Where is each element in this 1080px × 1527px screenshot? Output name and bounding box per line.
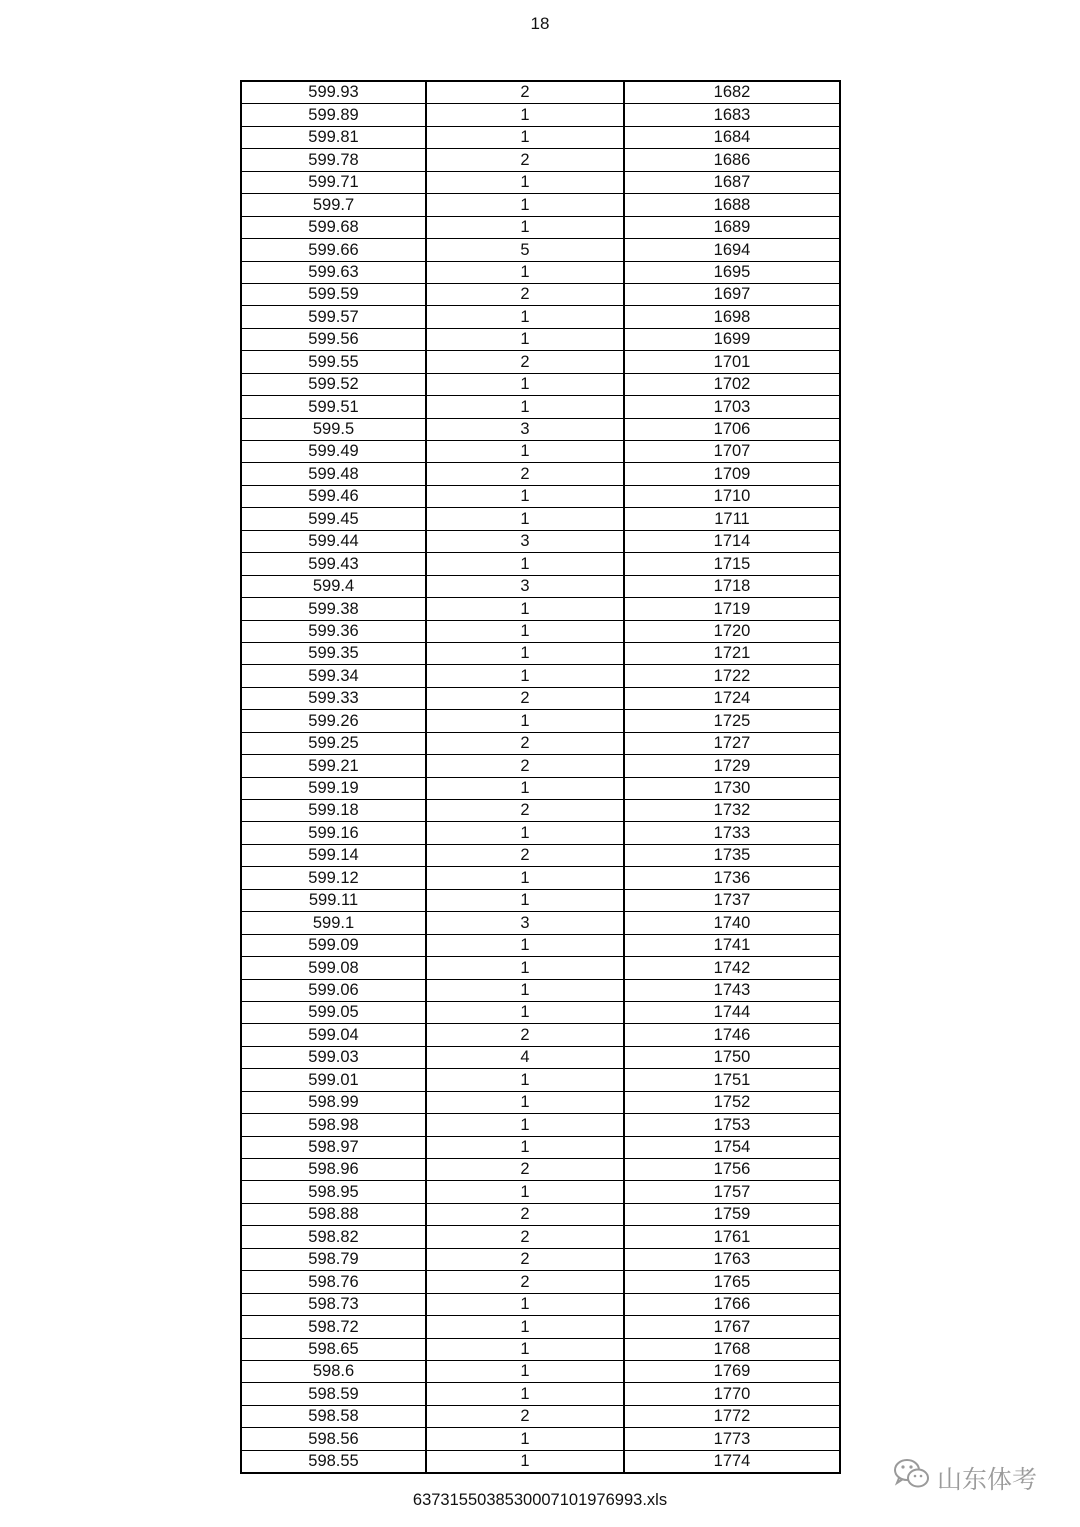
score-cell: 598.96 bbox=[241, 1159, 426, 1181]
table-row bbox=[241, 912, 840, 934]
cumulative-cell: 1736 bbox=[624, 867, 840, 889]
count-cell: 1 bbox=[426, 642, 624, 664]
count-cell: 1 bbox=[426, 485, 624, 507]
count-cell: 1 bbox=[426, 1293, 624, 1315]
table-row bbox=[241, 418, 840, 440]
score-cell: 598.76 bbox=[241, 1271, 426, 1293]
count-cell: 2 bbox=[426, 1405, 624, 1427]
score-table bbox=[240, 80, 841, 1474]
cumulative-cell: 1756 bbox=[624, 1159, 840, 1181]
score-table-body bbox=[241, 81, 840, 1473]
count-cell: 1 bbox=[426, 1181, 624, 1203]
watermark-text: 山东体考 bbox=[937, 1465, 1038, 1494]
count-cell: 1 bbox=[426, 194, 624, 216]
cumulative-cell: 1695 bbox=[624, 261, 840, 283]
table-row bbox=[241, 822, 840, 844]
table-row bbox=[241, 81, 840, 104]
table-row bbox=[241, 373, 840, 395]
table-row bbox=[241, 957, 840, 979]
score-cell: 599.7 bbox=[241, 194, 426, 216]
cumulative-cell: 1722 bbox=[624, 665, 840, 687]
count-cell: 5 bbox=[426, 239, 624, 261]
table-row bbox=[241, 508, 840, 530]
table-row bbox=[241, 530, 840, 552]
table-row bbox=[241, 283, 840, 305]
cumulative-cell: 1763 bbox=[624, 1248, 840, 1270]
table-row bbox=[241, 777, 840, 799]
score-cell: 599.26 bbox=[241, 710, 426, 732]
score-cell: 598.95 bbox=[241, 1181, 426, 1203]
table-row bbox=[241, 1091, 840, 1113]
count-cell: 1 bbox=[426, 1069, 624, 1091]
score-cell: 599.51 bbox=[241, 396, 426, 418]
count-cell: 1 bbox=[426, 126, 624, 148]
table-row bbox=[241, 1450, 840, 1473]
score-cell: 599.21 bbox=[241, 755, 426, 777]
table-row bbox=[241, 216, 840, 238]
table-row bbox=[241, 598, 840, 620]
cumulative-cell: 1724 bbox=[624, 687, 840, 709]
cumulative-cell: 1757 bbox=[624, 1181, 840, 1203]
table-row bbox=[241, 126, 840, 148]
count-cell: 2 bbox=[426, 1203, 624, 1225]
table-row bbox=[241, 1136, 840, 1158]
count-cell: 1 bbox=[426, 889, 624, 911]
cumulative-cell: 1729 bbox=[624, 755, 840, 777]
count-cell: 1 bbox=[426, 373, 624, 395]
table-row bbox=[241, 1181, 840, 1203]
cumulative-cell: 1714 bbox=[624, 530, 840, 552]
table-row bbox=[241, 463, 840, 485]
count-cell: 3 bbox=[426, 530, 624, 552]
cumulative-cell: 1754 bbox=[624, 1136, 840, 1158]
wechat-icon bbox=[893, 1458, 931, 1497]
count-cell: 1 bbox=[426, 957, 624, 979]
table-row bbox=[241, 1046, 840, 1068]
score-cell: 599.5 bbox=[241, 418, 426, 440]
count-cell: 1 bbox=[426, 1450, 624, 1473]
table-row bbox=[241, 1203, 840, 1225]
cumulative-cell: 1752 bbox=[624, 1091, 840, 1113]
cumulative-cell: 1741 bbox=[624, 934, 840, 956]
table-row bbox=[241, 867, 840, 889]
count-cell: 2 bbox=[426, 351, 624, 373]
count-cell: 2 bbox=[426, 149, 624, 171]
cumulative-cell: 1683 bbox=[624, 104, 840, 126]
count-cell: 1 bbox=[426, 620, 624, 642]
count-cell: 1 bbox=[426, 261, 624, 283]
table-row bbox=[241, 194, 840, 216]
cumulative-cell: 1707 bbox=[624, 441, 840, 463]
table-row bbox=[241, 1338, 840, 1360]
cumulative-cell: 1746 bbox=[624, 1024, 840, 1046]
cumulative-cell: 1730 bbox=[624, 777, 840, 799]
count-cell: 4 bbox=[426, 1046, 624, 1068]
cumulative-cell: 1684 bbox=[624, 126, 840, 148]
cumulative-cell: 1773 bbox=[624, 1428, 840, 1450]
table-row bbox=[241, 1248, 840, 1270]
cumulative-cell: 1698 bbox=[624, 306, 840, 328]
table-row bbox=[241, 1024, 840, 1046]
table-row bbox=[241, 732, 840, 754]
score-cell: 599.34 bbox=[241, 665, 426, 687]
score-cell: 598.73 bbox=[241, 1293, 426, 1315]
score-cell: 598.82 bbox=[241, 1226, 426, 1248]
count-cell: 1 bbox=[426, 979, 624, 1001]
count-cell: 3 bbox=[426, 912, 624, 934]
cumulative-cell: 1737 bbox=[624, 889, 840, 911]
cumulative-cell: 1765 bbox=[624, 1271, 840, 1293]
cumulative-cell: 1694 bbox=[624, 239, 840, 261]
cumulative-cell: 1702 bbox=[624, 373, 840, 395]
score-cell: 598.79 bbox=[241, 1248, 426, 1270]
watermark bbox=[893, 1458, 1037, 1497]
score-cell: 599.33 bbox=[241, 687, 426, 709]
score-cell: 599.05 bbox=[241, 1001, 426, 1023]
table-row bbox=[241, 620, 840, 642]
count-cell: 1 bbox=[426, 104, 624, 126]
count-cell: 1 bbox=[426, 1428, 624, 1450]
score-cell: 599.55 bbox=[241, 351, 426, 373]
cumulative-cell: 1774 bbox=[624, 1450, 840, 1473]
table-row bbox=[241, 441, 840, 463]
table-row bbox=[241, 261, 840, 283]
score-cell: 599.66 bbox=[241, 239, 426, 261]
cumulative-cell: 1720 bbox=[624, 620, 840, 642]
score-cell: 599.18 bbox=[241, 800, 426, 822]
score-cell: 599.59 bbox=[241, 283, 426, 305]
score-cell: 599.35 bbox=[241, 642, 426, 664]
footer-filename: 637315503853000710197699​3.xls bbox=[412, 1491, 668, 1509]
cumulative-cell: 1709 bbox=[624, 463, 840, 485]
cumulative-cell: 1769 bbox=[624, 1360, 840, 1382]
score-cell: 599.68 bbox=[241, 216, 426, 238]
score-cell: 599.43 bbox=[241, 553, 426, 575]
cumulative-cell: 1759 bbox=[624, 1203, 840, 1225]
score-cell: 599.57 bbox=[241, 306, 426, 328]
score-cell: 599.4 bbox=[241, 575, 426, 597]
count-cell: 1 bbox=[426, 1316, 624, 1338]
table-row bbox=[241, 1293, 840, 1315]
cumulative-cell: 1699 bbox=[624, 328, 840, 350]
score-cell: 598.59 bbox=[241, 1383, 426, 1405]
score-cell: 599.06 bbox=[241, 979, 426, 1001]
score-cell: 599.56 bbox=[241, 328, 426, 350]
score-cell: 599.11 bbox=[241, 889, 426, 911]
score-cell: 599.25 bbox=[241, 732, 426, 754]
score-cell: 599.44 bbox=[241, 530, 426, 552]
count-cell: 2 bbox=[426, 1248, 624, 1270]
table-row bbox=[241, 171, 840, 193]
count-cell: 1 bbox=[426, 508, 624, 530]
cumulative-cell: 1740 bbox=[624, 912, 840, 934]
table-row bbox=[241, 351, 840, 373]
count-cell: 1 bbox=[426, 1360, 624, 1382]
cumulative-cell: 1719 bbox=[624, 598, 840, 620]
score-cell: 598.98 bbox=[241, 1114, 426, 1136]
cumulative-cell: 1743 bbox=[624, 979, 840, 1001]
score-cell: 598.72 bbox=[241, 1316, 426, 1338]
table-row bbox=[241, 553, 840, 575]
score-cell: 599.71 bbox=[241, 171, 426, 193]
score-cell: 599.63 bbox=[241, 261, 426, 283]
score-cell: 599.1 bbox=[241, 912, 426, 934]
table-row bbox=[241, 1271, 840, 1293]
table-row bbox=[241, 149, 840, 171]
table-row bbox=[241, 1001, 840, 1023]
table-row bbox=[241, 396, 840, 418]
score-cell: 599.36 bbox=[241, 620, 426, 642]
score-cell: 598.6 bbox=[241, 1360, 426, 1382]
table-row bbox=[241, 1159, 840, 1181]
cumulative-cell: 1682 bbox=[624, 81, 840, 104]
table-row bbox=[241, 306, 840, 328]
score-cell: 599.01 bbox=[241, 1069, 426, 1091]
table-row bbox=[241, 642, 840, 664]
table-row bbox=[241, 1360, 840, 1382]
score-cell: 598.65 bbox=[241, 1338, 426, 1360]
score-cell: 599.81 bbox=[241, 126, 426, 148]
count-cell: 2 bbox=[426, 463, 624, 485]
cumulative-cell: 1761 bbox=[624, 1226, 840, 1248]
score-cell: 599.12 bbox=[241, 867, 426, 889]
cumulative-cell: 1732 bbox=[624, 800, 840, 822]
count-cell: 1 bbox=[426, 934, 624, 956]
cumulative-cell: 1727 bbox=[624, 732, 840, 754]
cumulative-cell: 1686 bbox=[624, 149, 840, 171]
count-cell: 1 bbox=[426, 1001, 624, 1023]
table-row bbox=[241, 665, 840, 687]
cumulative-cell: 1706 bbox=[624, 418, 840, 440]
count-cell: 2 bbox=[426, 844, 624, 866]
cumulative-cell: 1725 bbox=[624, 710, 840, 732]
count-cell: 1 bbox=[426, 306, 624, 328]
score-cell: 599.08 bbox=[241, 957, 426, 979]
count-cell: 1 bbox=[426, 441, 624, 463]
score-cell: 599.14 bbox=[241, 844, 426, 866]
count-cell: 1 bbox=[426, 1091, 624, 1113]
table-row bbox=[241, 239, 840, 261]
table-row bbox=[241, 934, 840, 956]
count-cell: 2 bbox=[426, 1226, 624, 1248]
cumulative-cell: 1718 bbox=[624, 575, 840, 597]
score-cell: 599.89 bbox=[241, 104, 426, 126]
count-cell: 1 bbox=[426, 1136, 624, 1158]
cumulative-cell: 1688 bbox=[624, 194, 840, 216]
score-cell: 598.58 bbox=[241, 1405, 426, 1427]
count-cell: 2 bbox=[426, 283, 624, 305]
score-cell: 599.78 bbox=[241, 149, 426, 171]
cumulative-cell: 1711 bbox=[624, 508, 840, 530]
table-row bbox=[241, 485, 840, 507]
count-cell: 1 bbox=[426, 710, 624, 732]
cumulative-cell: 1687 bbox=[624, 171, 840, 193]
count-cell: 1 bbox=[426, 171, 624, 193]
cumulative-cell: 1768 bbox=[624, 1338, 840, 1360]
score-cell: 599.04 bbox=[241, 1024, 426, 1046]
cumulative-cell: 1721 bbox=[624, 642, 840, 664]
score-cell: 599.52 bbox=[241, 373, 426, 395]
score-cell: 599.93 bbox=[241, 81, 426, 104]
count-cell: 1 bbox=[426, 216, 624, 238]
count-cell: 1 bbox=[426, 1338, 624, 1360]
score-cell: 599.03 bbox=[241, 1046, 426, 1068]
count-cell: 1 bbox=[426, 1114, 624, 1136]
table-row bbox=[241, 1226, 840, 1248]
cumulative-cell: 1751 bbox=[624, 1069, 840, 1091]
count-cell: 2 bbox=[426, 81, 624, 104]
count-cell: 2 bbox=[426, 732, 624, 754]
table-row bbox=[241, 1114, 840, 1136]
count-cell: 3 bbox=[426, 575, 624, 597]
table-row bbox=[241, 800, 840, 822]
count-cell: 1 bbox=[426, 328, 624, 350]
table-row bbox=[241, 1428, 840, 1450]
page-number: 18 bbox=[530, 14, 550, 33]
table-row bbox=[241, 687, 840, 709]
table-row bbox=[241, 575, 840, 597]
table-row bbox=[241, 844, 840, 866]
table-row bbox=[241, 104, 840, 126]
table-row bbox=[241, 979, 840, 1001]
count-cell: 1 bbox=[426, 1383, 624, 1405]
cumulative-cell: 1689 bbox=[624, 216, 840, 238]
cumulative-cell: 1744 bbox=[624, 1001, 840, 1023]
table-row bbox=[241, 889, 840, 911]
cumulative-cell: 1767 bbox=[624, 1316, 840, 1338]
cumulative-cell: 1701 bbox=[624, 351, 840, 373]
table-row bbox=[241, 328, 840, 350]
count-cell: 1 bbox=[426, 777, 624, 799]
table-row bbox=[241, 1405, 840, 1427]
count-cell: 1 bbox=[426, 867, 624, 889]
cumulative-cell: 1710 bbox=[624, 485, 840, 507]
count-cell: 1 bbox=[426, 822, 624, 844]
score-cell: 599.38 bbox=[241, 598, 426, 620]
count-cell: 3 bbox=[426, 418, 624, 440]
count-cell: 1 bbox=[426, 665, 624, 687]
score-cell: 599.46 bbox=[241, 485, 426, 507]
cumulative-cell: 1750 bbox=[624, 1046, 840, 1068]
score-cell: 599.19 bbox=[241, 777, 426, 799]
score-cell: 598.97 bbox=[241, 1136, 426, 1158]
cumulative-cell: 1703 bbox=[624, 396, 840, 418]
score-cell: 599.45 bbox=[241, 508, 426, 530]
score-cell: 599.09 bbox=[241, 934, 426, 956]
cumulative-cell: 1735 bbox=[624, 844, 840, 866]
count-cell: 1 bbox=[426, 598, 624, 620]
table-row bbox=[241, 1383, 840, 1405]
score-cell: 599.49 bbox=[241, 441, 426, 463]
cumulative-cell: 1772 bbox=[624, 1405, 840, 1427]
count-cell: 2 bbox=[426, 687, 624, 709]
cumulative-cell: 1766 bbox=[624, 1293, 840, 1315]
count-cell: 2 bbox=[426, 1159, 624, 1181]
score-cell: 598.56 bbox=[241, 1428, 426, 1450]
table-row bbox=[241, 1069, 840, 1091]
score-cell: 598.88 bbox=[241, 1203, 426, 1225]
count-cell: 2 bbox=[426, 1024, 624, 1046]
cumulative-cell: 1697 bbox=[624, 283, 840, 305]
cumulative-cell: 1733 bbox=[624, 822, 840, 844]
count-cell: 2 bbox=[426, 800, 624, 822]
score-cell: 598.55 bbox=[241, 1450, 426, 1473]
table-row bbox=[241, 755, 840, 777]
score-cell: 598.99 bbox=[241, 1091, 426, 1113]
cumulative-cell: 1770 bbox=[624, 1383, 840, 1405]
score-cell: 599.16 bbox=[241, 822, 426, 844]
cumulative-cell: 1715 bbox=[624, 553, 840, 575]
count-cell: 1 bbox=[426, 396, 624, 418]
cumulative-cell: 1742 bbox=[624, 957, 840, 979]
count-cell: 2 bbox=[426, 755, 624, 777]
table-row bbox=[241, 710, 840, 732]
cumulative-cell: 1753 bbox=[624, 1114, 840, 1136]
count-cell: 2 bbox=[426, 1271, 624, 1293]
table-row bbox=[241, 1316, 840, 1338]
score-cell: 599.48 bbox=[241, 463, 426, 485]
count-cell: 1 bbox=[426, 553, 624, 575]
